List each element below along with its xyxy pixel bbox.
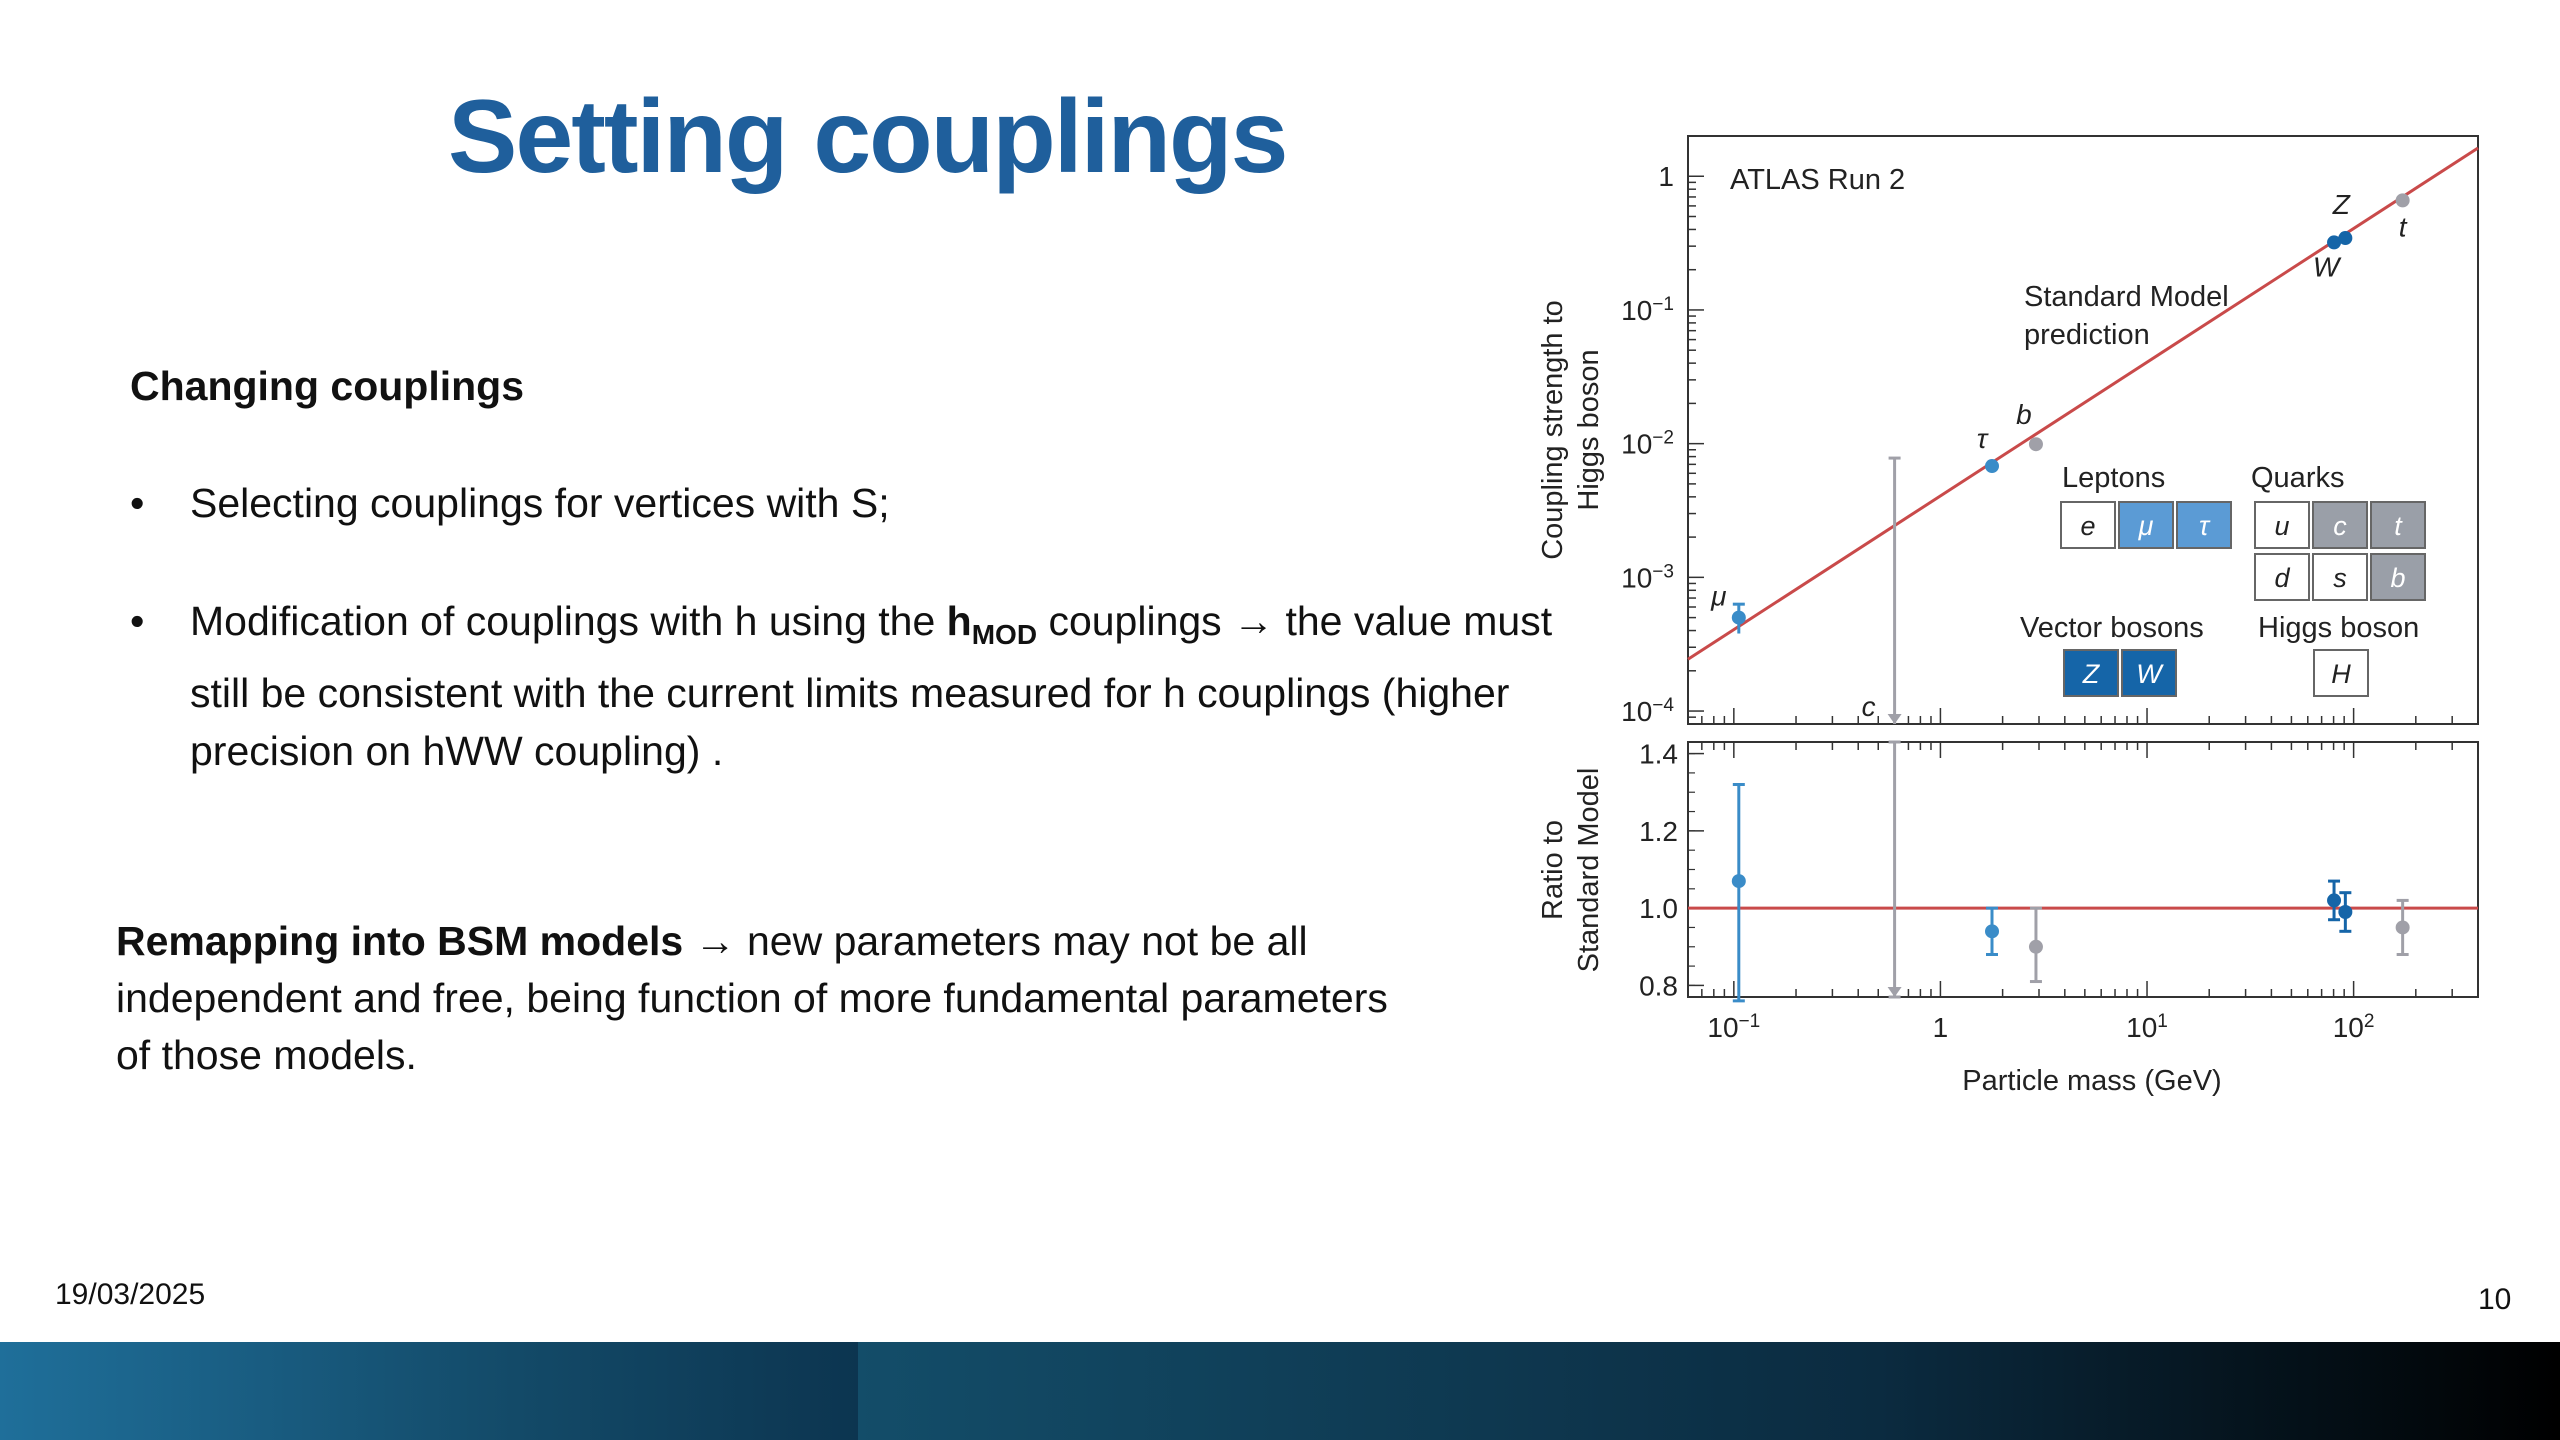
ratio-y-tick-label: 1.2 <box>1639 815 1678 847</box>
bullet-text-start: Modification of couplings with h using the <box>190 598 947 644</box>
coupling-point-label: t <box>2398 211 2407 243</box>
legend-particle-label: μ <box>2138 511 2154 541</box>
legend-particle-label: d <box>2274 563 2290 593</box>
ratio-plot-frame <box>1688 742 2478 997</box>
coupling-point <box>1732 611 1746 625</box>
footer-band-right <box>858 1342 2560 1440</box>
ratio-point <box>2338 905 2352 919</box>
ratio-axis-title: Standard Model <box>1573 767 1605 973</box>
legend-particle-label: t <box>2394 511 2402 541</box>
bullet-item <box>130 474 1580 532</box>
bullet-marker: • <box>130 598 145 644</box>
legend-higgs-title: Higgs boson <box>2258 612 2420 644</box>
sm-prediction-label: Standard Model <box>2024 281 2229 313</box>
sm-prediction-label: prediction <box>2024 319 2150 351</box>
y-tick-label: $10^{-1}$ <box>1621 293 1674 326</box>
y-tick-label: $10^{-4}$ <box>1621 694 1674 728</box>
ratio-y-tick-label: 0.8 <box>1639 970 1678 1002</box>
coupling-point-label: τ <box>1976 423 1988 455</box>
x-tick-label: $10^{-1}$ <box>1707 1010 1761 1043</box>
hmod-symbol <box>946 598 1038 651</box>
ratio-point <box>2396 920 2410 934</box>
legend-leptons-title: Leptons <box>2062 462 2166 494</box>
coupling-point-label: μ <box>1711 580 1727 612</box>
x-tick-label: $10^2$ <box>2332 1010 2375 1043</box>
hmod-letter: h <box>946 598 972 644</box>
y-axis-title: Coupling strength to <box>1537 300 1569 560</box>
slide-title: Setting couplings <box>448 79 1287 195</box>
coupling-point <box>1985 459 1999 473</box>
legend-particle-label: c <box>2333 511 2347 541</box>
ratio-axis-title: Ratio to <box>1537 820 1569 920</box>
legend-vector-title: Vector bosons <box>2020 612 2204 644</box>
legend-particle-label: b <box>2390 563 2406 593</box>
bullet-text <box>190 592 1580 780</box>
ratio-y-tick-label: 1.4 <box>1639 738 1678 770</box>
coupling-point <box>2338 231 2352 245</box>
x-axis-title: Particle mass (GeV) <box>1962 1065 2222 1097</box>
bullet-marker: • <box>130 480 145 526</box>
x-tick-label: $10^1$ <box>2126 1010 2168 1043</box>
ratio-point <box>2029 940 2043 954</box>
legend-particle-label: u <box>2274 511 2290 541</box>
section-heading: Changing couplings <box>130 363 525 409</box>
atlas-annotation: ATLAS Run 2 <box>1730 164 1906 196</box>
bullet-text: Selecting couplings for vertices with S; <box>190 480 890 526</box>
coupling-point-label: b <box>2016 399 2032 431</box>
page-number: 10 <box>2478 1283 2512 1316</box>
coupling-point <box>2396 193 2410 207</box>
legend-quarks-title: Quarks <box>2251 462 2345 494</box>
atlas-coupling-figure <box>1510 110 2510 1120</box>
coupling-limit-arrow <box>1888 714 1902 724</box>
coupling-point-label: Z <box>2332 189 2350 221</box>
coupling-point <box>2029 437 2043 451</box>
legend-particle-label: τ <box>2198 511 2210 541</box>
legend-particle-label: e <box>2080 511 2096 541</box>
legend-particle-label: Z <box>2082 659 2100 689</box>
remapping-text: → new parameters may not be all independent and free, being function of more fundamental parameters of those models. <box>116 918 1388 1078</box>
bullet-text-end: couplings → the value must still be consistent with the current limits measured for h couplings (higher precision on hWW coupling) . <box>190 598 1553 775</box>
ratio-y-tick-label: 1.0 <box>1639 893 1678 925</box>
x-tick-label: 1 <box>1932 1012 1949 1043</box>
footer-band-left <box>0 1342 858 1440</box>
y-axis-title: Higgs boson <box>1573 349 1605 511</box>
slide-date: 19/03/2025 <box>55 1278 206 1311</box>
hmod-subscript: MOD <box>971 619 1038 651</box>
y-tick-label: $10^{-3}$ <box>1621 560 1674 594</box>
y-tick-label: 1 <box>1658 161 1674 193</box>
y-tick-label: $10^{-2}$ <box>1621 427 1674 460</box>
remapping-paragraph <box>116 913 1416 1084</box>
ratio-point <box>2327 893 2341 907</box>
legend-particle-label: W <box>2136 659 2162 689</box>
ratio-point <box>1985 924 1999 938</box>
ratio-point <box>1732 874 1746 888</box>
bullet-item <box>130 592 1580 780</box>
remapping-heading: Remapping into BSM models <box>116 918 684 964</box>
legend-particle-label: s <box>2333 563 2347 593</box>
coupling-point-label: c <box>1861 691 1876 722</box>
legend-particle-label: H <box>2331 659 2351 689</box>
coupling-point-label: W <box>2312 251 2340 283</box>
